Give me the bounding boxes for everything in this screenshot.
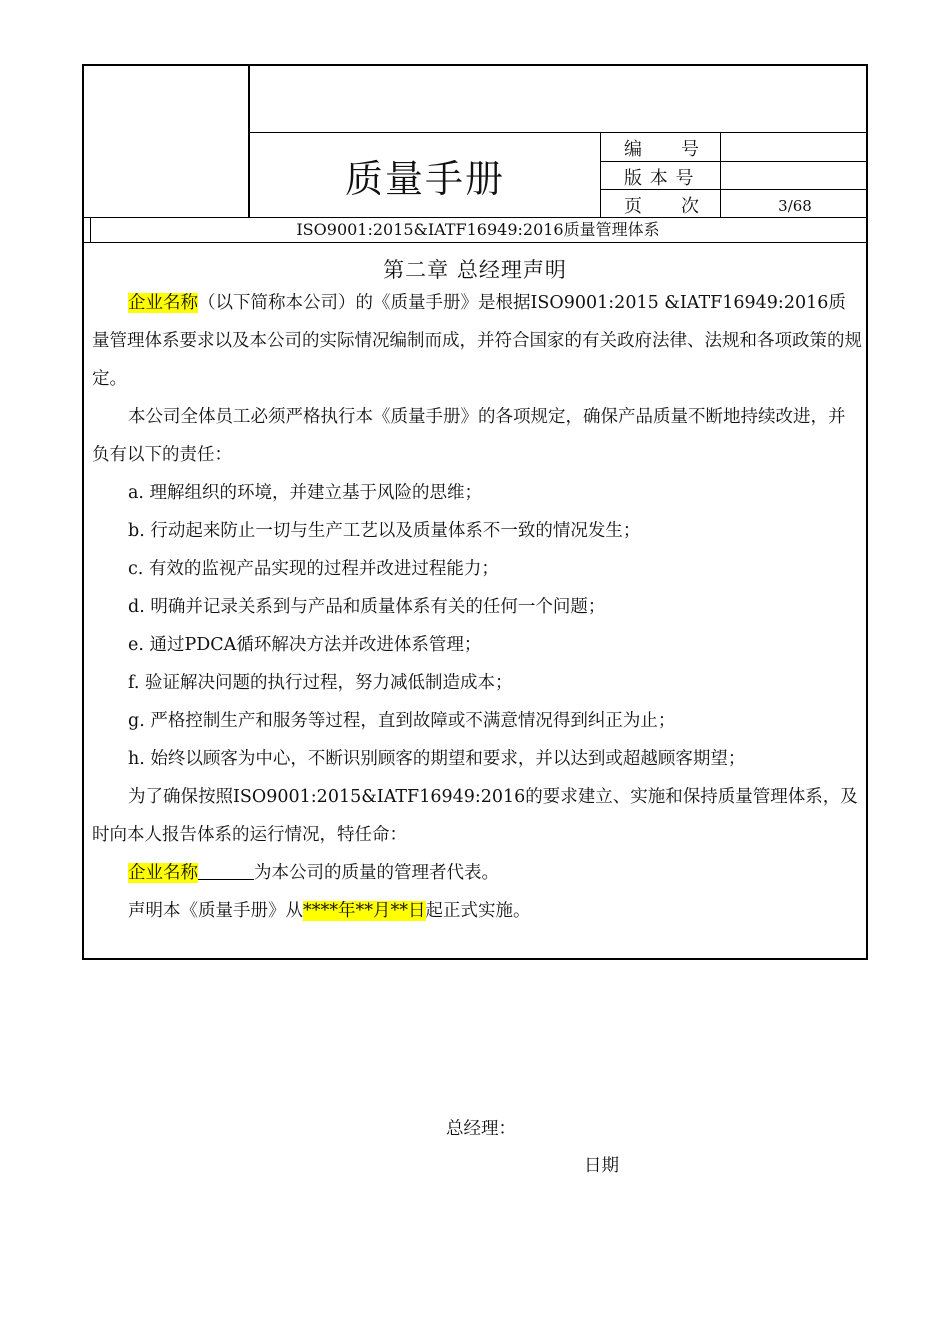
- declaration-suffix: 起正式实施。: [425, 901, 531, 921]
- blank-line: [198, 859, 254, 880]
- chapter-title: 第二章 总经理声明: [383, 258, 567, 282]
- responsibility-item: d. 明确并记录关系到与产品和质量体系有关的任何一个问题；: [128, 597, 606, 617]
- margin-mark: [82, 130, 84, 133]
- field-label-number: 编 号: [624, 139, 700, 160]
- responsibility-item: a. 理解组织的环境，并建立基于风险的思维；: [128, 483, 483, 503]
- declaration-prefix: 声明本《质量手册》从: [128, 901, 303, 921]
- signature-date-label: 日期: [584, 1156, 619, 1176]
- appointment-intro: 为了确保按照ISO9001:2015&IATF16949:2016的要求建立、实施和保持质量管理体系，及时向本人报告体系的运行情况，特任命：: [92, 787, 858, 845]
- responsibility-item: h. 始终以顾客为中心，不断识别顾客的期望和要求，并以达到或超越顾客期望；: [128, 749, 746, 769]
- responsibility-item: c. 有效的监视产品实现的过程并改进过程能力；: [128, 559, 499, 579]
- effective-date-placeholder: ****年**月**日: [303, 901, 426, 921]
- general-manager-signature-label: 总经理：: [446, 1119, 516, 1139]
- appointment-text: 为本公司的质量的管理者代表。: [254, 863, 499, 883]
- field-value-number: [722, 135, 868, 159]
- field-value-page: 3/68: [778, 197, 812, 215]
- field-value-version: [722, 164, 868, 188]
- standard-box-bottom: [82, 242, 868, 243]
- field-label-version: 版 本 号: [624, 168, 695, 189]
- field-label-page: 页 次: [624, 196, 700, 217]
- header-vline-right: [720, 132, 721, 217]
- responsibility-item: g. 严格控制生产和服务等过程，直到故障或不满意情况得到纠正为止；: [128, 711, 676, 731]
- responsibility-item: f. 验证解决问题的执行过程，努力减低制造成本；: [128, 673, 513, 693]
- responsibility-intro: 本公司全体员工必须严格执行本《质量手册》的各项规定，确保产品质量不断地持续改进，并负有以下的责任：: [92, 407, 846, 465]
- intro-paragraph: [92, 284, 862, 398]
- responsibility-item: e. 通过PDCA循环解决方法并改进体系管理；: [128, 635, 482, 655]
- margin-mark: [82, 158, 84, 161]
- document-title: 质量手册: [344, 156, 505, 201]
- header-hline-row1: [600, 161, 868, 162]
- header-vline-mid: [600, 132, 601, 217]
- company-name-placeholder: 企业名称: [128, 863, 198, 883]
- margin-mark: [82, 186, 84, 189]
- intro-text: （以下简称本公司）的《质量手册》是根据ISO9001:2015 &IATF16949:2016质量管理体系要求以及本公司的实际情况编制而成，并符合国家的有关政府法律、法规和各项政策的规定。: [92, 293, 862, 389]
- company-name-placeholder: 企业名称: [128, 293, 198, 313]
- appointment-line: [92, 854, 862, 892]
- responsibility-item: b. 行动起来防止一切与生产工艺以及质量体系不一致的情况发生；: [128, 521, 641, 541]
- standard-title: ISO9001:2015&IATF16949:2016质量管理体系: [296, 220, 660, 239]
- declaration-line: [92, 892, 862, 930]
- statement-body: [92, 284, 862, 930]
